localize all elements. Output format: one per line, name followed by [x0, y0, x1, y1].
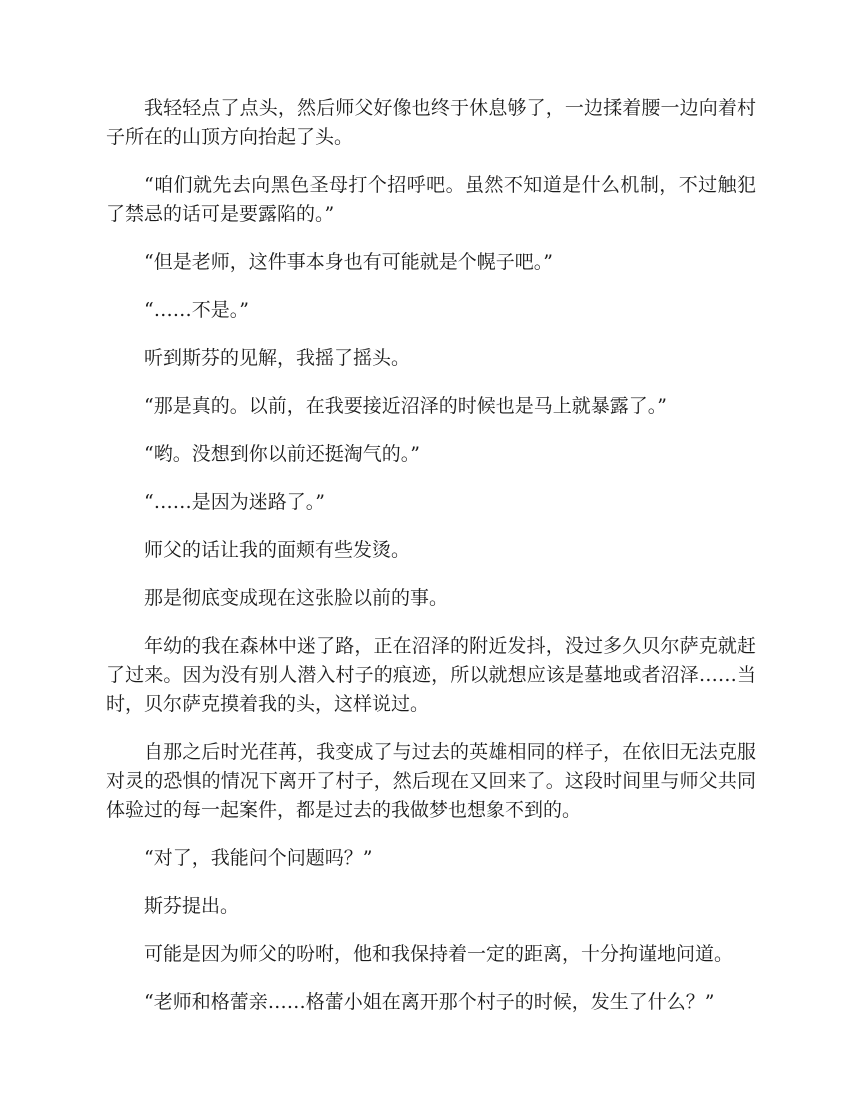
paragraph: “哟。没想到你以前还挺淘气的。” — [144, 443, 420, 465]
paragraph: “对了，我能问个问题吗？” — [144, 847, 373, 869]
paragraph: 听到斯芬的见解，我摇了摇头。 — [144, 347, 411, 369]
paragraph: “老师和格蕾亲……格蕾小姐在离开那个村子的时候，发生了什么？” — [144, 991, 715, 1013]
paragraph: “……不是。” — [144, 299, 249, 321]
paragraph: 可能是因为师父的吩咐，他和我保持着一定的距离，十分拘谨地问道。 — [144, 943, 734, 965]
paragraph: 斯芬提出。 — [144, 895, 240, 917]
paragraph: 我轻轻点了点头，然后师父好像也终于休息够了，一边揉着腰一边向着村子所在的山顶方向抬起了头。 — [106, 97, 756, 148]
paragraph: “……是因为迷路了。” — [144, 491, 325, 513]
paragraph: 自那之后时光荏苒，我变成了与过去的英雄相同的样子，在依旧无法克服对灵的恐惧的情况下离开了村子，然后现在又回来了。这段时间里与师父共同体验过的每一起案件，都是过去的我做梦也想象不到的。 — [106, 741, 756, 821]
paragraph: 那是彻底变成现在这张脸以前的事。 — [144, 587, 449, 609]
paragraph: 年幼的我在森林中迷了路，正在沼泽的附近发抖，没过多久贝尔萨克就赶了过来。因为没有别人潜入村子的痕迹，所以就想应该是墓地或者沼泽……当时，贝尔萨克摸着我的头，这样说过。 — [106, 635, 756, 715]
paragraph: 师父的话让我的面颊有些发烫。 — [144, 539, 411, 561]
paragraph: “那是真的。以前，在我要接近沼泽的时候也是马上就暴露了。” — [144, 395, 667, 417]
document-body — [106, 94, 756, 1036]
paragraph: “咱们就先去向黑色圣母打个招呼吧。虽然不知道是什么机制，不过触犯了禁忌的话可是要露陷的。” — [106, 174, 756, 225]
paragraph: “但是老师，这件事本身也有可能就是个幌子吧。” — [144, 251, 553, 273]
